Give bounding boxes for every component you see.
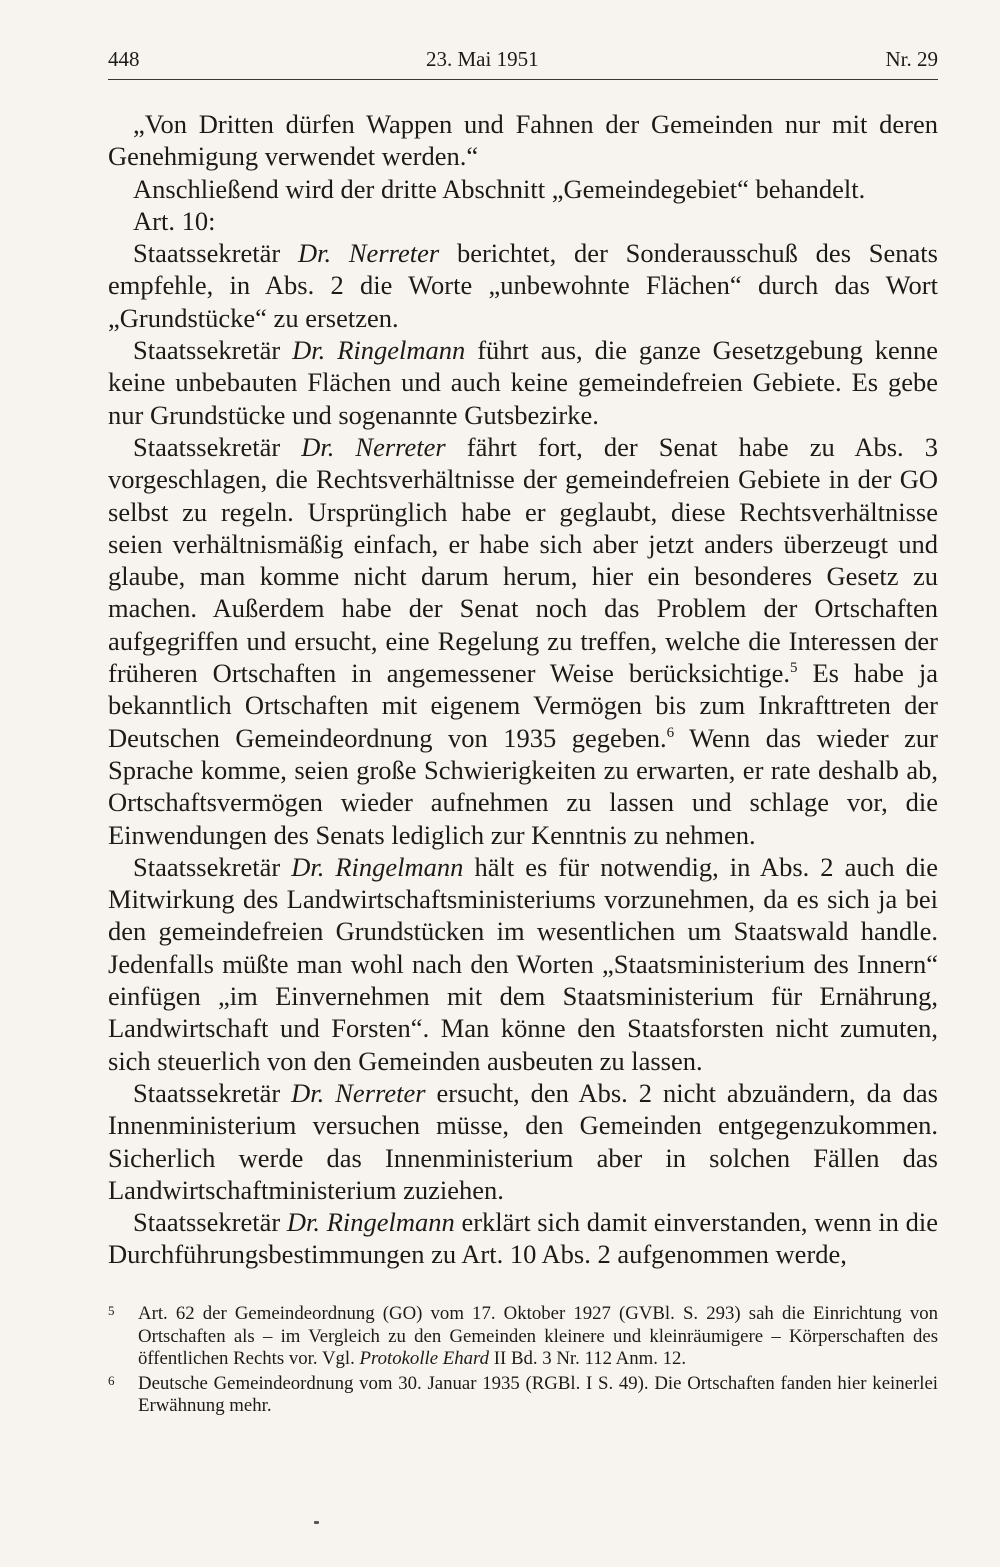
footnote-text: II Bd. 3 Nr. 112 Anm. 12. — [489, 1348, 687, 1369]
print-speck — [314, 1521, 319, 1524]
text-run: hält es für notwendig, in Abs. 2 auch die Mitwirkung des Landwirtschaftsministeriums vorzunehmen, da es sich ja bei den gemeindefreien Grundstücken im wesentlichen um Staatswald handle. Jedenfalls müßte man wohl nach den Worten „Staatsministerium des Innern“ einfügen „im Einvernehmen mit dem Staatsministerium für Ernährung, Landwirtschaft und Forsten“. Man könne den Staatsforsten nicht zumuten, sich steuerlich von den Gemeinden ausbeuten zu lassen. — [108, 851, 938, 1076]
paragraph — [108, 205, 938, 237]
text-run: Art. 10: — [133, 205, 216, 236]
footnote-text: Art. 62 der Gemeindeordnung (GO) vom 17. Oktober 1927 (GVBl. S. 293) sah die Einrichtung von Ortschaften als – im Vergleich zu den Gemeinden kleinere und kleinräumigere – Körperschaften des öffentlichen Rechts vor. Vgl. — [138, 1303, 938, 1369]
paragraph — [108, 851, 938, 1077]
footnote-text: Deutsche Gemeindeordnung vom 30. Januar 1935 (RGBl. I S. 49). Die Ortschaften fanden hier keinerlei Erwähnung mehr. — [138, 1372, 938, 1416]
running-header — [108, 44, 938, 74]
header-date: 23. Mai 1951 — [426, 47, 539, 71]
footnote-citation: Protokolle Ehard — [359, 1348, 490, 1369]
paragraph — [108, 173, 938, 205]
text-run: „Von Dritten dürfen Wappen und Fahnen der Gemeinden nur mit deren Genehmigung verwendet werden.“ — [108, 109, 938, 172]
footnote-ref: 6 — [666, 724, 675, 741]
paragraph — [108, 237, 938, 334]
text-run: Staatssekretär — [133, 238, 298, 269]
speaker-name: Dr. Nerreter — [297, 238, 440, 269]
footnote — [108, 1373, 938, 1418]
footnote-number: 5 — [108, 1303, 115, 1318]
paragraph — [108, 334, 938, 431]
text-run: Wenn das wieder zur Sprache komme, seien große Schwierigkeiten zu erwarten, er rate deshalb ab, Ortschaftsvermögen wieder aufnehmen zu lassen und schlage vor, die Einwendungen des Senats lediglich zur Kenntnis zu nehmen. — [108, 722, 939, 850]
text-run: führt aus, die ganze Gesetzgebung kenne keine unbebauten Flächen und auch keine gemeindefreien Gebiete. Es gebe nur Grundstücke und sogenannte Gutsbezirke. — [108, 335, 938, 430]
text-run: fährt fort, der Senat habe zu Abs. 3 vorgeschlagen, die Rechtsverhältnisse der gemeindefreien Gebiete in der GO selbst zu regeln. Ursprünglich habe er geglaubt, diese Rechtsverhältnisse seien verhältnismäßig einfach, er habe sich aber jetzt anders überzeugt und glaube, man komme nicht darum herum, hier ein besonderes Gesetz zu machen. Außerdem habe der Senat noch das Problem der Ortschaften aufgegriffen und ersucht, eine Regelung zu treffen, welche die Interessen der früheren Ortschaften in angemessener Weise berücksichtige. — [108, 431, 938, 689]
speaker-name: Dr. Nerreter — [291, 1077, 426, 1108]
text-run: Staatssekretär — [133, 335, 293, 366]
issue-number: Nr. 29 — [885, 47, 938, 71]
text-run: ersucht, den Abs. 2 nicht abzuändern, da das Innenministerium versuchen müsse, den Gemeinden entgegenzukommen. Sicherlich werde das Innenministerium aber in solchen Fällen das Landwirtschaftministerium zuziehen. — [108, 1077, 938, 1205]
page-number: 448 — [108, 47, 140, 71]
footnote-number: 6 — [108, 1372, 115, 1388]
text-run: Staatssekretär — [133, 1077, 292, 1108]
text-run: Staatssekretär — [133, 431, 302, 462]
speaker-name: Dr. Nerreter — [301, 431, 446, 462]
text-run: Es habe ja bekanntlich Ortschaften mit eigenem Vermögen bis zum Inkrafttreten der Deutschen Gemeindeordnung von 1935 gegeben. — [108, 658, 938, 753]
paragraph — [108, 1206, 938, 1271]
speaker-name: Dr. Ringelmann — [292, 335, 466, 366]
footnote — [108, 1303, 938, 1371]
footnote-ref: 5 — [790, 660, 798, 677]
paragraph — [108, 108, 938, 173]
paragraph — [108, 1077, 938, 1206]
header-rule — [108, 79, 938, 80]
main-text — [108, 108, 938, 1271]
text-run: Staatssekretär — [133, 1207, 287, 1238]
speaker-name: Dr. Ringelmann — [286, 1207, 455, 1238]
footnotes — [108, 1303, 938, 1420]
paragraph — [108, 431, 938, 851]
speaker-name: Dr. Ringelmann — [291, 851, 464, 882]
text-run: Staatssekretär — [133, 851, 292, 882]
text-run: berichtet, der Sonderausschuß des Senats empfehle, in Abs. 2 die Worte „unbewohnte Flächen“ durch das Wort „Grundstücke“ zu ersetzen. — [108, 238, 938, 333]
text-run: Anschließend wird der dritte Abschnitt „Gemeindegebiet“ behandelt. — [133, 173, 866, 204]
text-run: erklärt sich damit einverstanden, wenn in die Durchführungsbestimmungen zu Art. 10 Abs. 2 aufgenommen werde, — [108, 1207, 938, 1270]
